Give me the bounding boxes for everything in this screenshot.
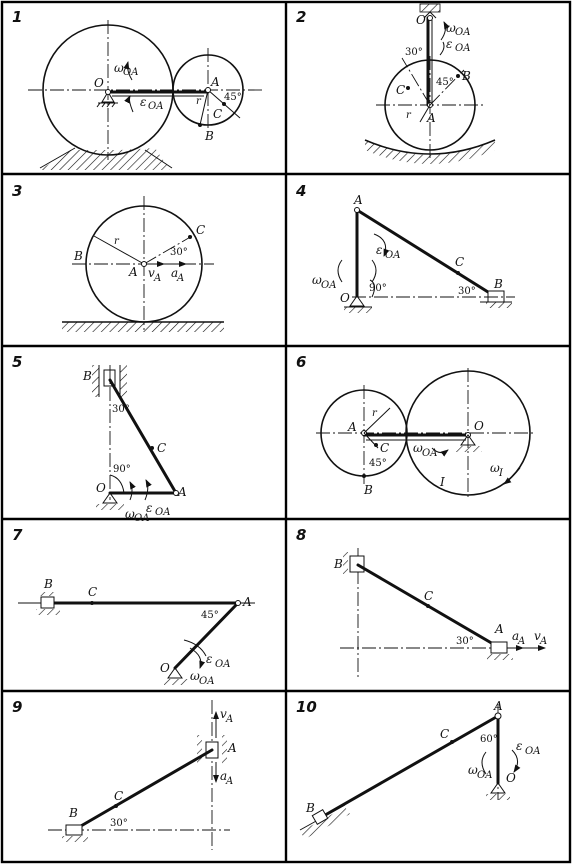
label-omega-sub: OA [134, 513, 150, 524]
label-C: C [455, 255, 465, 269]
label-eps-sub: OA [148, 101, 164, 112]
angle1-label: 30° [112, 404, 130, 415]
angle-label: 30° [456, 636, 474, 647]
label-B: B [462, 69, 471, 83]
rod-BA [110, 380, 176, 493]
label-r: r [196, 96, 201, 107]
angle-label: 45° [369, 458, 387, 469]
label-v: v [220, 707, 227, 721]
label-omega: ω [446, 21, 456, 35]
label-B: B [306, 801, 315, 815]
panel-2 [296, 4, 495, 164]
label-C: C [196, 223, 206, 237]
label-A: A [495, 622, 504, 636]
label-A: A [178, 485, 187, 499]
label-B: B [74, 249, 83, 263]
label-v-sub: A [226, 714, 234, 725]
label-A: A [348, 420, 357, 434]
label-C: C [114, 789, 124, 803]
label-omega-sub: OA [199, 676, 215, 687]
label-omega-sub: OA [455, 27, 471, 38]
label-a: a [220, 769, 228, 783]
angle-label: 30° [110, 818, 128, 829]
panel-number: 5 [12, 353, 23, 371]
panel-9 [12, 698, 237, 850]
panel-4 [295, 182, 515, 313]
label-I: I [440, 475, 445, 489]
label-a-sub: A [226, 776, 234, 787]
label-eps-sub: OA [155, 507, 171, 518]
label-eps-sub: OA [455, 43, 471, 54]
panel-grid [2, 2, 570, 862]
label-omega: ω [312, 273, 322, 287]
panel-number: 9 [12, 698, 23, 716]
label-A: A [211, 75, 220, 89]
label-A: A [129, 265, 138, 279]
label-C: C [424, 589, 434, 603]
label-omega-sub: OA [123, 67, 139, 78]
label-B: B [205, 129, 214, 143]
label-B: B [364, 483, 373, 497]
ground-hatch [40, 148, 170, 170]
angle2-label: 30° [458, 286, 476, 297]
label-v: v [148, 266, 155, 280]
label-omega: ω [413, 441, 423, 455]
label-C: C [157, 441, 167, 455]
panel-3 [12, 182, 224, 332]
label-B: B [494, 277, 503, 291]
label-omega: ω [114, 61, 124, 75]
panel-8 [296, 526, 547, 680]
label-C: C [380, 441, 390, 455]
label-r: r [406, 110, 411, 121]
label-B: B [334, 557, 343, 571]
label-eps: ε [140, 95, 147, 109]
label-r: r [114, 236, 119, 247]
label-v-sub: A [540, 636, 548, 647]
angle2-label: 90° [113, 464, 131, 475]
label-O: O [506, 771, 516, 785]
label-eps-sub: OA [385, 250, 401, 261]
label-omega1-sub: I [499, 468, 503, 479]
label-v: v [534, 629, 541, 643]
label-omega-sub: OA [477, 770, 493, 781]
label-A: A [243, 595, 252, 609]
label-v-sub: A [154, 273, 162, 284]
label-C: C [88, 585, 98, 599]
label-O: O [160, 661, 170, 675]
panel-number: 7 [12, 526, 23, 544]
label-eps: ε [206, 652, 213, 666]
angle1-label: 90° [369, 283, 387, 294]
label-omega: ω [468, 763, 478, 777]
label-C: C [440, 727, 450, 741]
label-eps: ε [376, 243, 383, 257]
label-O: O [416, 13, 426, 27]
label-B: B [69, 806, 78, 820]
label-omega1: ω [490, 461, 500, 475]
label-omega-sub: OA [422, 448, 438, 459]
label-r: r [372, 408, 377, 419]
label-omega: ω [125, 507, 135, 521]
label-A: A [354, 193, 363, 207]
label-A: A [427, 111, 436, 125]
panel-number: 8 [296, 526, 307, 544]
label-omega: ω [190, 669, 200, 683]
label-B: B [83, 369, 92, 383]
label-C: C [396, 83, 406, 97]
panel-number: 6 [296, 353, 307, 371]
label-A: A [494, 699, 503, 713]
panel-1 [12, 8, 262, 170]
label-a-sub: A [177, 273, 185, 284]
angle-label: 45° [224, 92, 242, 103]
angle2-label: 45° [436, 77, 454, 88]
panel-7 [12, 526, 255, 687]
label-eps-sub: OA [215, 659, 231, 670]
label-O: O [474, 419, 484, 433]
label-A: A [228, 741, 237, 755]
label-C: C [213, 107, 223, 121]
rod-BA [74, 750, 212, 830]
label-a: a [171, 266, 179, 280]
angle-label: 30° [170, 247, 188, 258]
label-a-sub: A [518, 636, 526, 647]
label-a: a [512, 629, 520, 643]
panel-number: 3 [12, 182, 23, 200]
panel-number: 2 [296, 8, 307, 26]
label-omega-sub: OA [321, 280, 337, 291]
angle-label: 45° [201, 610, 219, 621]
angle-label: 60° [480, 734, 498, 745]
label-O: O [96, 481, 106, 495]
label-eps: ε [516, 739, 523, 753]
panel-number: 10 [296, 698, 317, 716]
label-eps: ε [146, 501, 153, 515]
label-eps: ε [446, 37, 453, 51]
panel-6 [296, 353, 535, 500]
label-B: B [44, 577, 53, 591]
panel-5 [12, 353, 187, 524]
label-O: O [94, 76, 104, 90]
label-eps-sub: OA [525, 746, 541, 757]
panel-number: 1 [12, 8, 23, 26]
panel-10 [296, 698, 540, 839]
panel-number: 4 [296, 182, 307, 200]
angle1-label: 30° [405, 47, 423, 58]
label-O: O [340, 291, 350, 305]
